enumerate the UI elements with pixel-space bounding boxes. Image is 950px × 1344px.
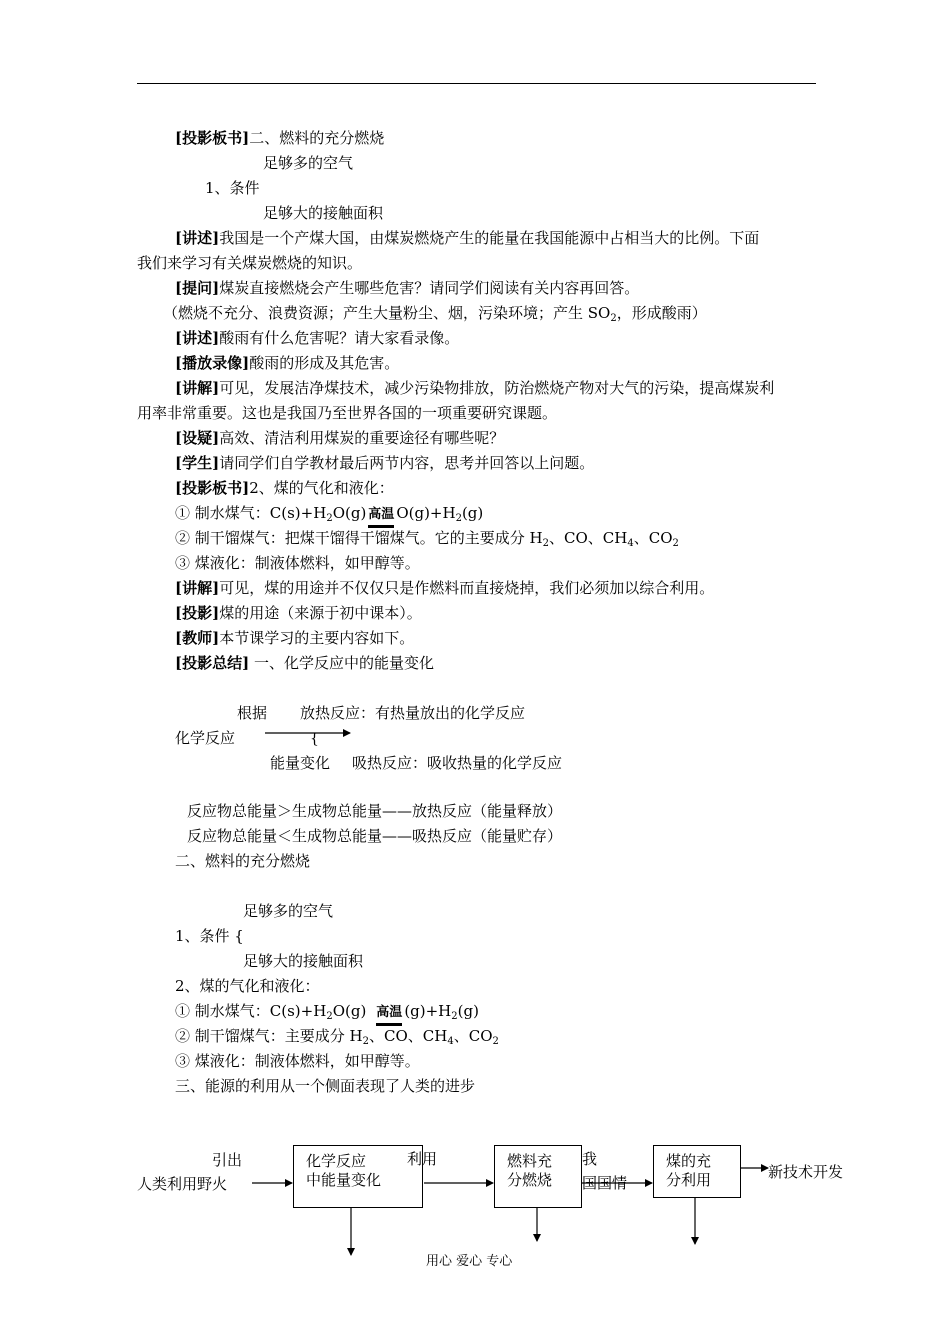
flow-label-guoqing: 国国情 [582, 1174, 628, 1192]
text: 、CO、CH [369, 1027, 448, 1045]
text: O(g) [332, 1002, 367, 1020]
box-line: 燃料充 [507, 1152, 553, 1170]
text: 可见，发展洁净煤技术，减少污染物排放，防治燃烧产物对大气的污染，提高煤炭利 [219, 379, 775, 397]
exothermic-definition: 放热反应：有热量放出的化学反应 [300, 704, 526, 722]
flow-end: 新技术开发 [768, 1163, 844, 1181]
subscript: 2 [326, 1011, 333, 1022]
flow-box-energy-change [293, 1145, 423, 1208]
text: 高效、清洁利用煤炭的重要途径有哪些呢？ [219, 429, 505, 447]
text: 、CO [633, 529, 673, 547]
subscript: 2 [542, 538, 549, 549]
subscript: 2 [610, 313, 617, 324]
line-03: 1、条件 [205, 179, 260, 197]
tag: [投影总结] [175, 654, 250, 672]
text: 煤炭直接燃烧会产生哪些危害？请同学们阅读有关内容再回答。 [219, 279, 640, 297]
line-04: 足够大的接触面积 [263, 204, 384, 222]
text: (g) [461, 504, 484, 522]
flow-box-full-combustion [494, 1145, 582, 1208]
box-line: 分利用 [666, 1171, 712, 1189]
flow-box-coal-use [653, 1145, 741, 1198]
text: O(g)+H [396, 504, 456, 522]
line-27: 2、煤的气化和液化： [175, 977, 320, 995]
tag: [投影板书] [175, 479, 250, 497]
subscript: 2 [451, 1011, 458, 1022]
box-line: 中能量变化 [306, 1171, 382, 1189]
line-24: 足够多的空气 [243, 902, 334, 920]
line-26: 足够大的接触面积 [243, 952, 364, 970]
text: ① 制水煤气：C(s)+H [175, 504, 327, 522]
tag: [讲解] [175, 579, 220, 597]
text: 2、煤的气化和液化： [249, 479, 394, 497]
text: 、CO [453, 1027, 493, 1045]
flow-start: 人类利用野火 [137, 1175, 228, 1193]
text: (g)+H [404, 1002, 452, 1020]
tag: [教师] [175, 629, 220, 647]
text: 本节课学习的主要内容如下。 [219, 629, 415, 647]
flow-label-wo: 我 [582, 1150, 598, 1168]
subscript: 2 [492, 1036, 499, 1047]
tag: [讲述] [175, 229, 220, 247]
line-10b: 用率非常重要。这也是我国乃至世界各国的一项重要研究课题。 [137, 404, 558, 422]
tag: [讲解] [175, 379, 220, 397]
text: 、CO、CH [549, 529, 628, 547]
line-25: 1、条件 { [175, 927, 244, 945]
energy-basis-label: 根据 [237, 704, 268, 722]
text: 我国是一个产煤大国，由煤炭燃烧产生的能量在我国能源中占相当大的比例。下面 [219, 229, 760, 247]
subscript: 2 [455, 513, 462, 524]
tag: [投影] [175, 604, 220, 622]
subscript: 4 [447, 1036, 454, 1047]
flow-label-yinchu: 引出 [212, 1151, 243, 1169]
text: O(g) [332, 504, 367, 522]
text: (g) [457, 1002, 479, 1020]
line-21: 反应物总能量＞生成物总能量——放热反应（能量释放） [187, 802, 563, 820]
endothermic-definition: 吸热反应：吸收热量的化学反应 [352, 754, 563, 772]
condition-text: 高温 [376, 1005, 403, 1020]
tag: [投影板书] [175, 129, 250, 147]
condition-text: 高温 [368, 507, 395, 522]
text: （燃烧不充分、浪费资源；产生大量粉尘、烟，污染环境；产生 SO [163, 304, 611, 322]
tag: [设疑] [175, 429, 220, 447]
text: 煤的用途（来源于初中课本）。 [219, 604, 422, 622]
text: ① 制水煤气：C(s)+H [175, 1002, 327, 1020]
text: 可见，煤的用途并不仅仅只是作燃料而直接烧掉，我们必须加以综合利用。 [219, 579, 715, 597]
line-16: ③ 煤液化：制液体燃料，如甲醇等。 [175, 554, 420, 572]
subscript: 2 [326, 513, 333, 524]
tag: [播放录像] [175, 354, 250, 372]
text: 一、化学反应中的能量变化 [249, 654, 434, 672]
subscript: 2 [672, 538, 679, 549]
tag: [讲述] [175, 329, 220, 347]
text: ② 制干馏煤气：主要成分 H [175, 1027, 363, 1045]
energy-change-label: 能量变化 [270, 754, 331, 772]
tag: [提问] [175, 279, 220, 297]
box-line: 分燃烧 [507, 1171, 553, 1189]
tag: [学生] [175, 454, 220, 472]
line-05b: 我们来学习有关煤炭燃烧的知识。 [137, 254, 363, 272]
text: 酸雨的形成及其危害。 [249, 354, 400, 372]
text: 请同学们自学教材最后两节内容，思考并回答以上问题。 [219, 454, 595, 472]
line-22: 反应物总能量＜生成物总能量——吸热反应（能量贮存） [187, 827, 563, 845]
box-line: 煤的充 [666, 1152, 712, 1170]
text: ② 制干馏煤气：把煤干馏得干馏煤气。它的主要成分 H [175, 529, 543, 547]
subscript: 4 [627, 538, 634, 549]
line-02: 足够多的空气 [263, 154, 354, 172]
text: ，形成酸雨） [616, 304, 707, 322]
brace: { [310, 731, 319, 747]
line-30: ③ 煤液化：制液体燃料，如甲醇等。 [175, 1052, 420, 1070]
subscript: 2 [362, 1036, 369, 1047]
box-line: 化学反应 [306, 1152, 367, 1170]
line-31: 三、能源的利用从一个侧面表现了人类的进步 [175, 1077, 476, 1095]
chemical-reaction-label: 化学反应 [175, 729, 236, 747]
flow-label-liyong: 利用 [407, 1150, 438, 1168]
page-footer: 用心 爱心 专心 [426, 1254, 513, 1269]
text: 二、燃料的充分燃烧 [249, 129, 385, 147]
line-23: 二、燃料的充分燃烧 [175, 852, 311, 870]
text: 酸雨有什么危害呢？请大家看录像。 [219, 329, 460, 347]
